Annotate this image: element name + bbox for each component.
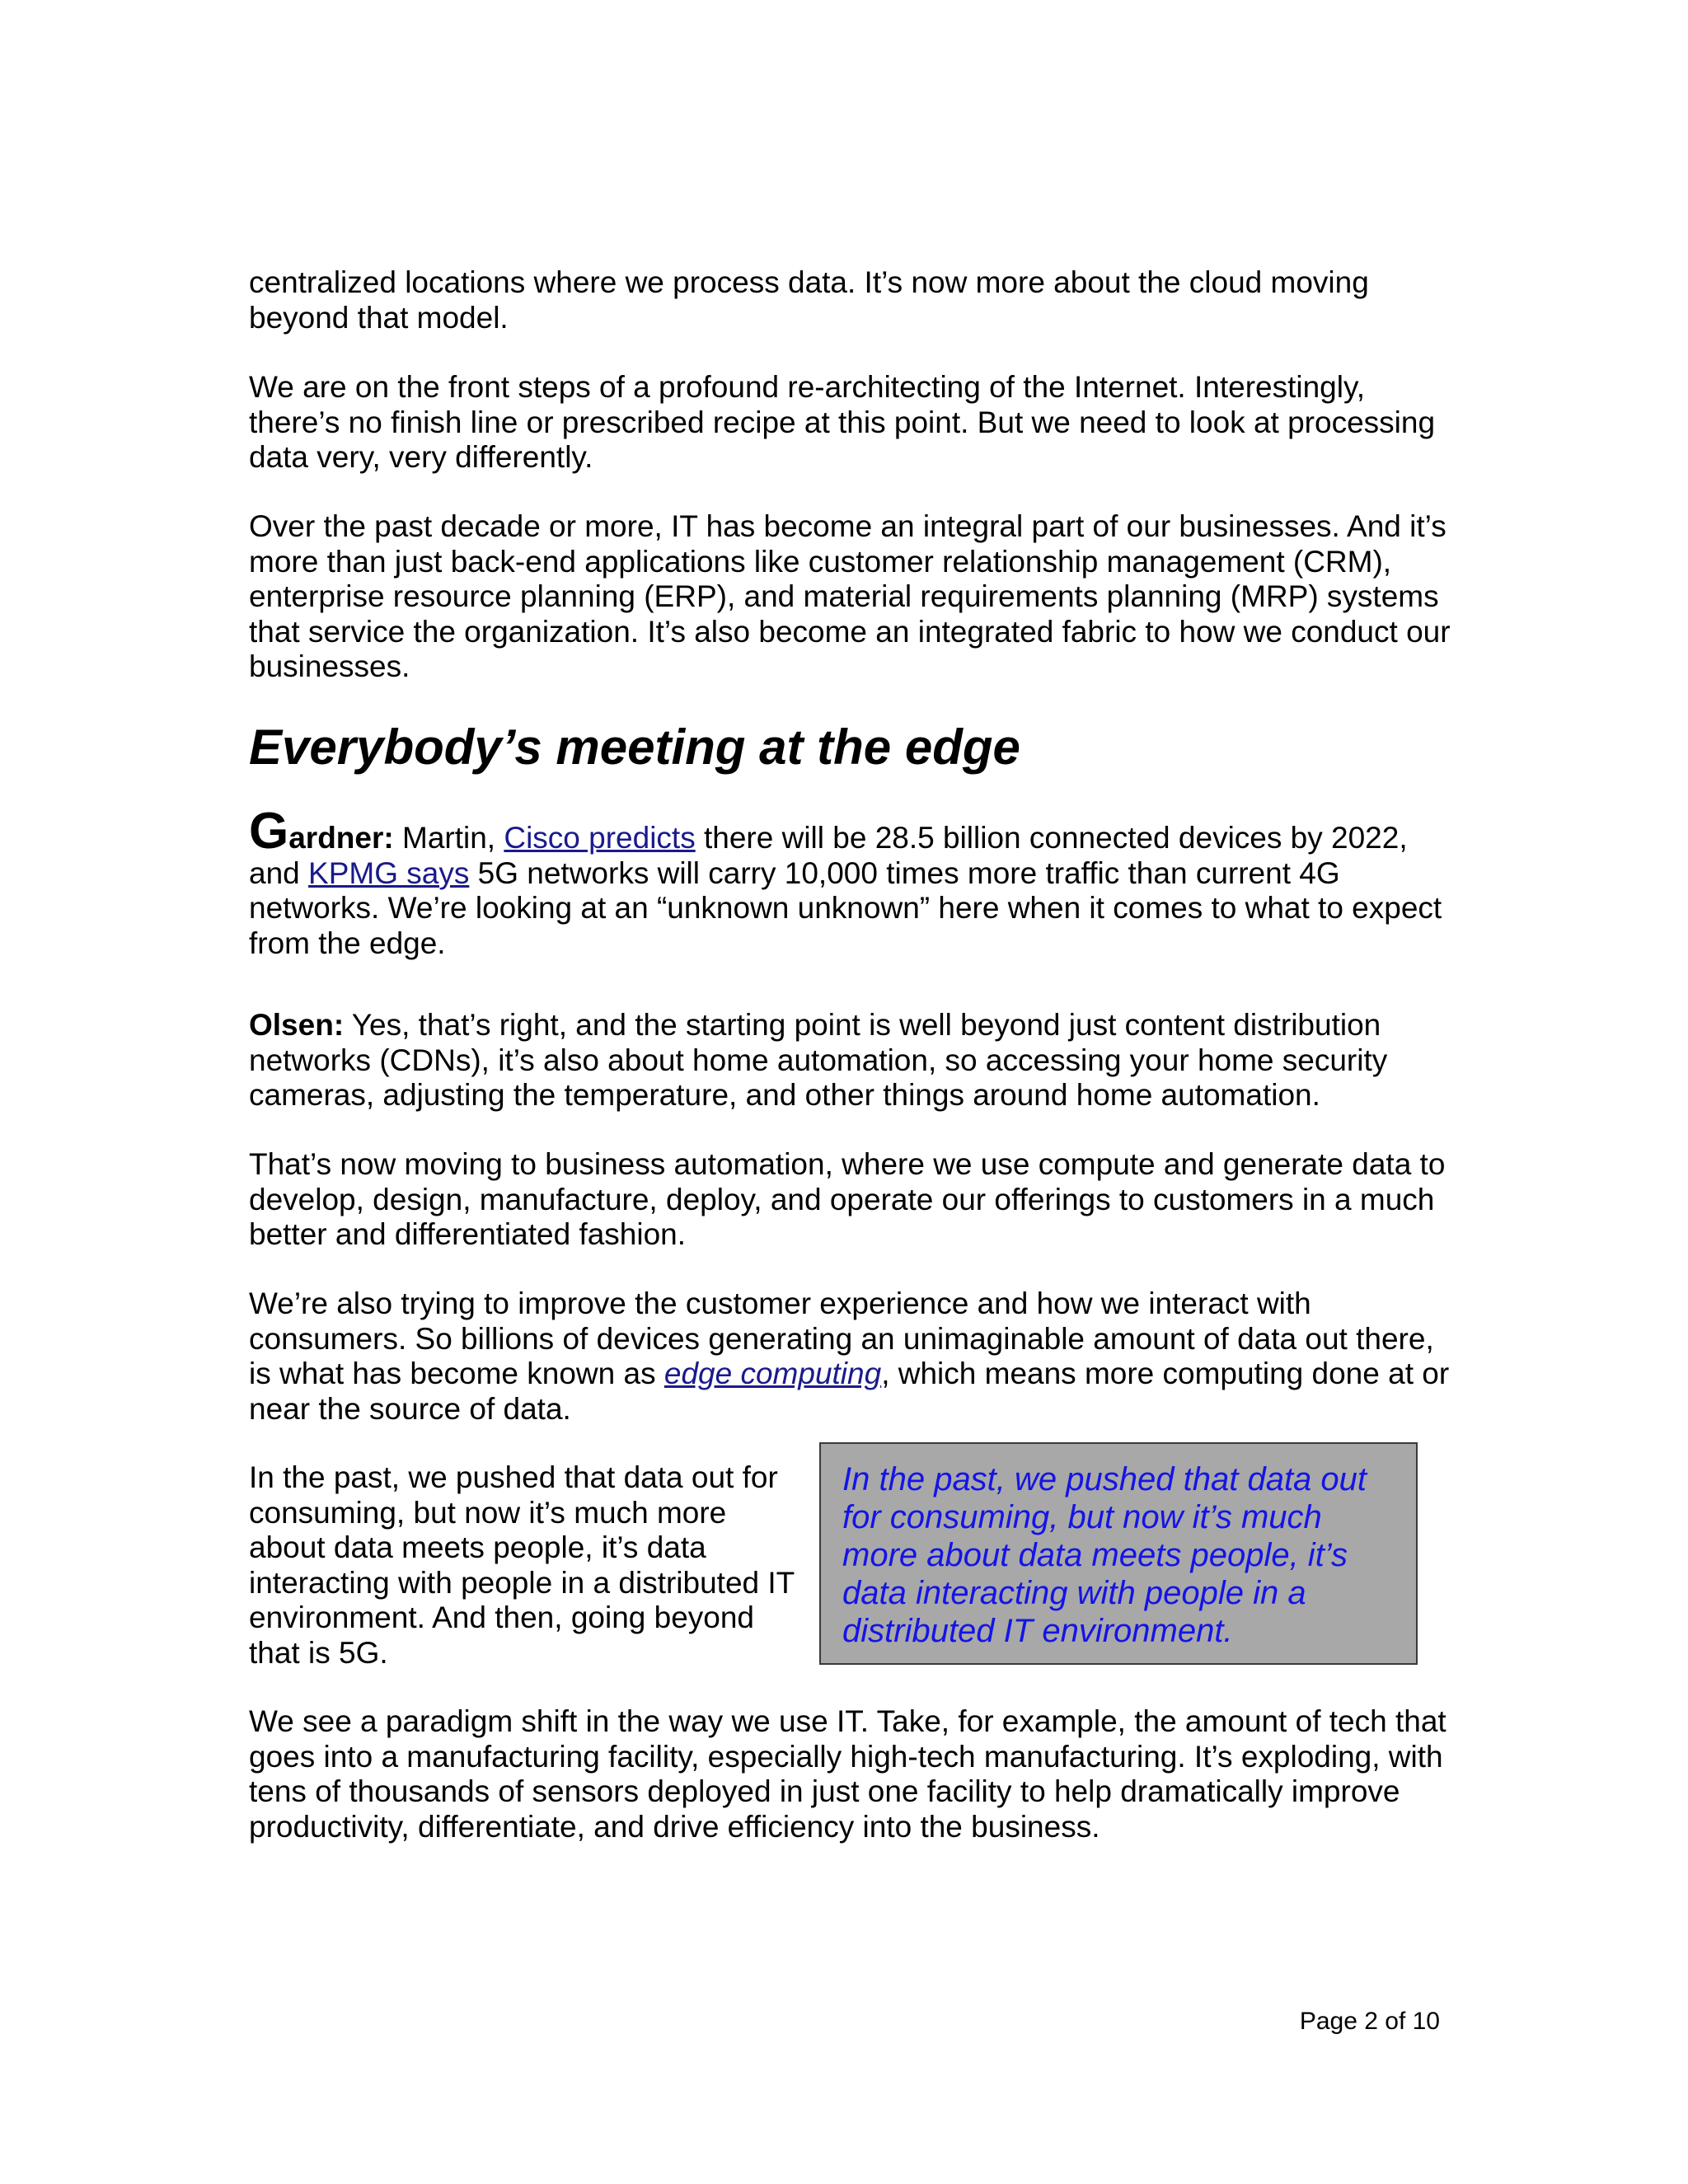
body-paragraph — [249, 1286, 1452, 1427]
body-paragraph: centralized locations where we process data. It’s now more about the cloud moving beyond that model. — [249, 265, 1369, 335]
section-heading: Everybody’s meeting at the edge — [249, 719, 1020, 775]
paragraph-text: there will be 28.5 billion connected devices by 2022, and — [249, 821, 1408, 890]
body-paragraph: Over the past decade or more, IT has become an integral part of our businesses. And it’s more than just back-end applications like customer relationship management (CRM), enterprise resource planning (ERP), and material requirements planning (MRP) systems that service the organization. It’s also become an integrated fabric to how we conduct our businesses. — [249, 509, 1451, 683]
body-paragraph: That’s now moving to business automation, where we use compute and generate data to develop, design, manufacture, deploy, and operate our offerings to customers in a much better and differentiated fashion. — [249, 1147, 1446, 1251]
drop-cap: G — [249, 803, 289, 860]
paragraph-text: Martin, — [393, 821, 504, 855]
body-paragraph: We see a paradigm shift in the way we use IT. Take, for example, the amount of tech that goes into a manufacturing facility, especially high-tech manufacturing. It’s exploding, with tens of thousands of sensors deployed in just one facility to help dramatically improve productivity, differentiate, and drive efficiency into the business. — [249, 1704, 1447, 1844]
cisco-predicts-link[interactable]: Cisco predicts — [504, 821, 696, 855]
paragraph-text: , which means more computing done at or near the source of data. — [249, 1357, 1450, 1426]
paragraph-text: 5G networks will carry 10,000 times more traffic than current 4G networks. We’re looking at an “unknown unknown” here when it comes to what to expect from the edge. — [249, 855, 1442, 960]
gardner-paragraph — [249, 803, 1452, 961]
speaker-name-gardner: ardner: — [288, 821, 394, 855]
pull-quote-text: In the past, we pushed that data out for consuming, but now it’s much more about data meets people, it’s data interacting with people in a distributed IT environment. — [842, 1461, 1367, 1649]
body-paragraph: We are on the front steps of a profound re-architecting of the Internet. Interestingly, there’s no finish line or prescribed recipe at this point. But we need to look at processing data very, very differently. — [249, 370, 1436, 474]
speaker-name-olsen: Olsen: — [249, 1008, 345, 1042]
edge-computing-link[interactable]: edge computing — [663, 1357, 882, 1390]
paragraph-text: Yes, that’s right, and the starting point is well beyond just content distribution networks (CDNs), it’s also about home automation, so accessing your home security cameras, adjusting the temperature, and other things around home automation. — [249, 1008, 1388, 1112]
paragraph-text: We’re also trying to improve the customer experience and how we interact with consumers. So billions of devices generating an unimaginable amount of data out there, is what has become known as — [249, 1286, 1434, 1390]
kpmg-says-link[interactable]: KPMG says — [308, 855, 470, 890]
olsen-paragraph — [249, 1008, 1452, 1113]
page-number: Page 2 of 10 — [1299, 2008, 1440, 2035]
pull-quote-box — [819, 1442, 1418, 1665]
body-paragraph: In the past, we pushed that data out for consuming, but now it’s much more about data meets people, it’s data interacting with people in a distributed IT environment. And then, going beyond that is 5G. — [249, 1460, 795, 1670]
